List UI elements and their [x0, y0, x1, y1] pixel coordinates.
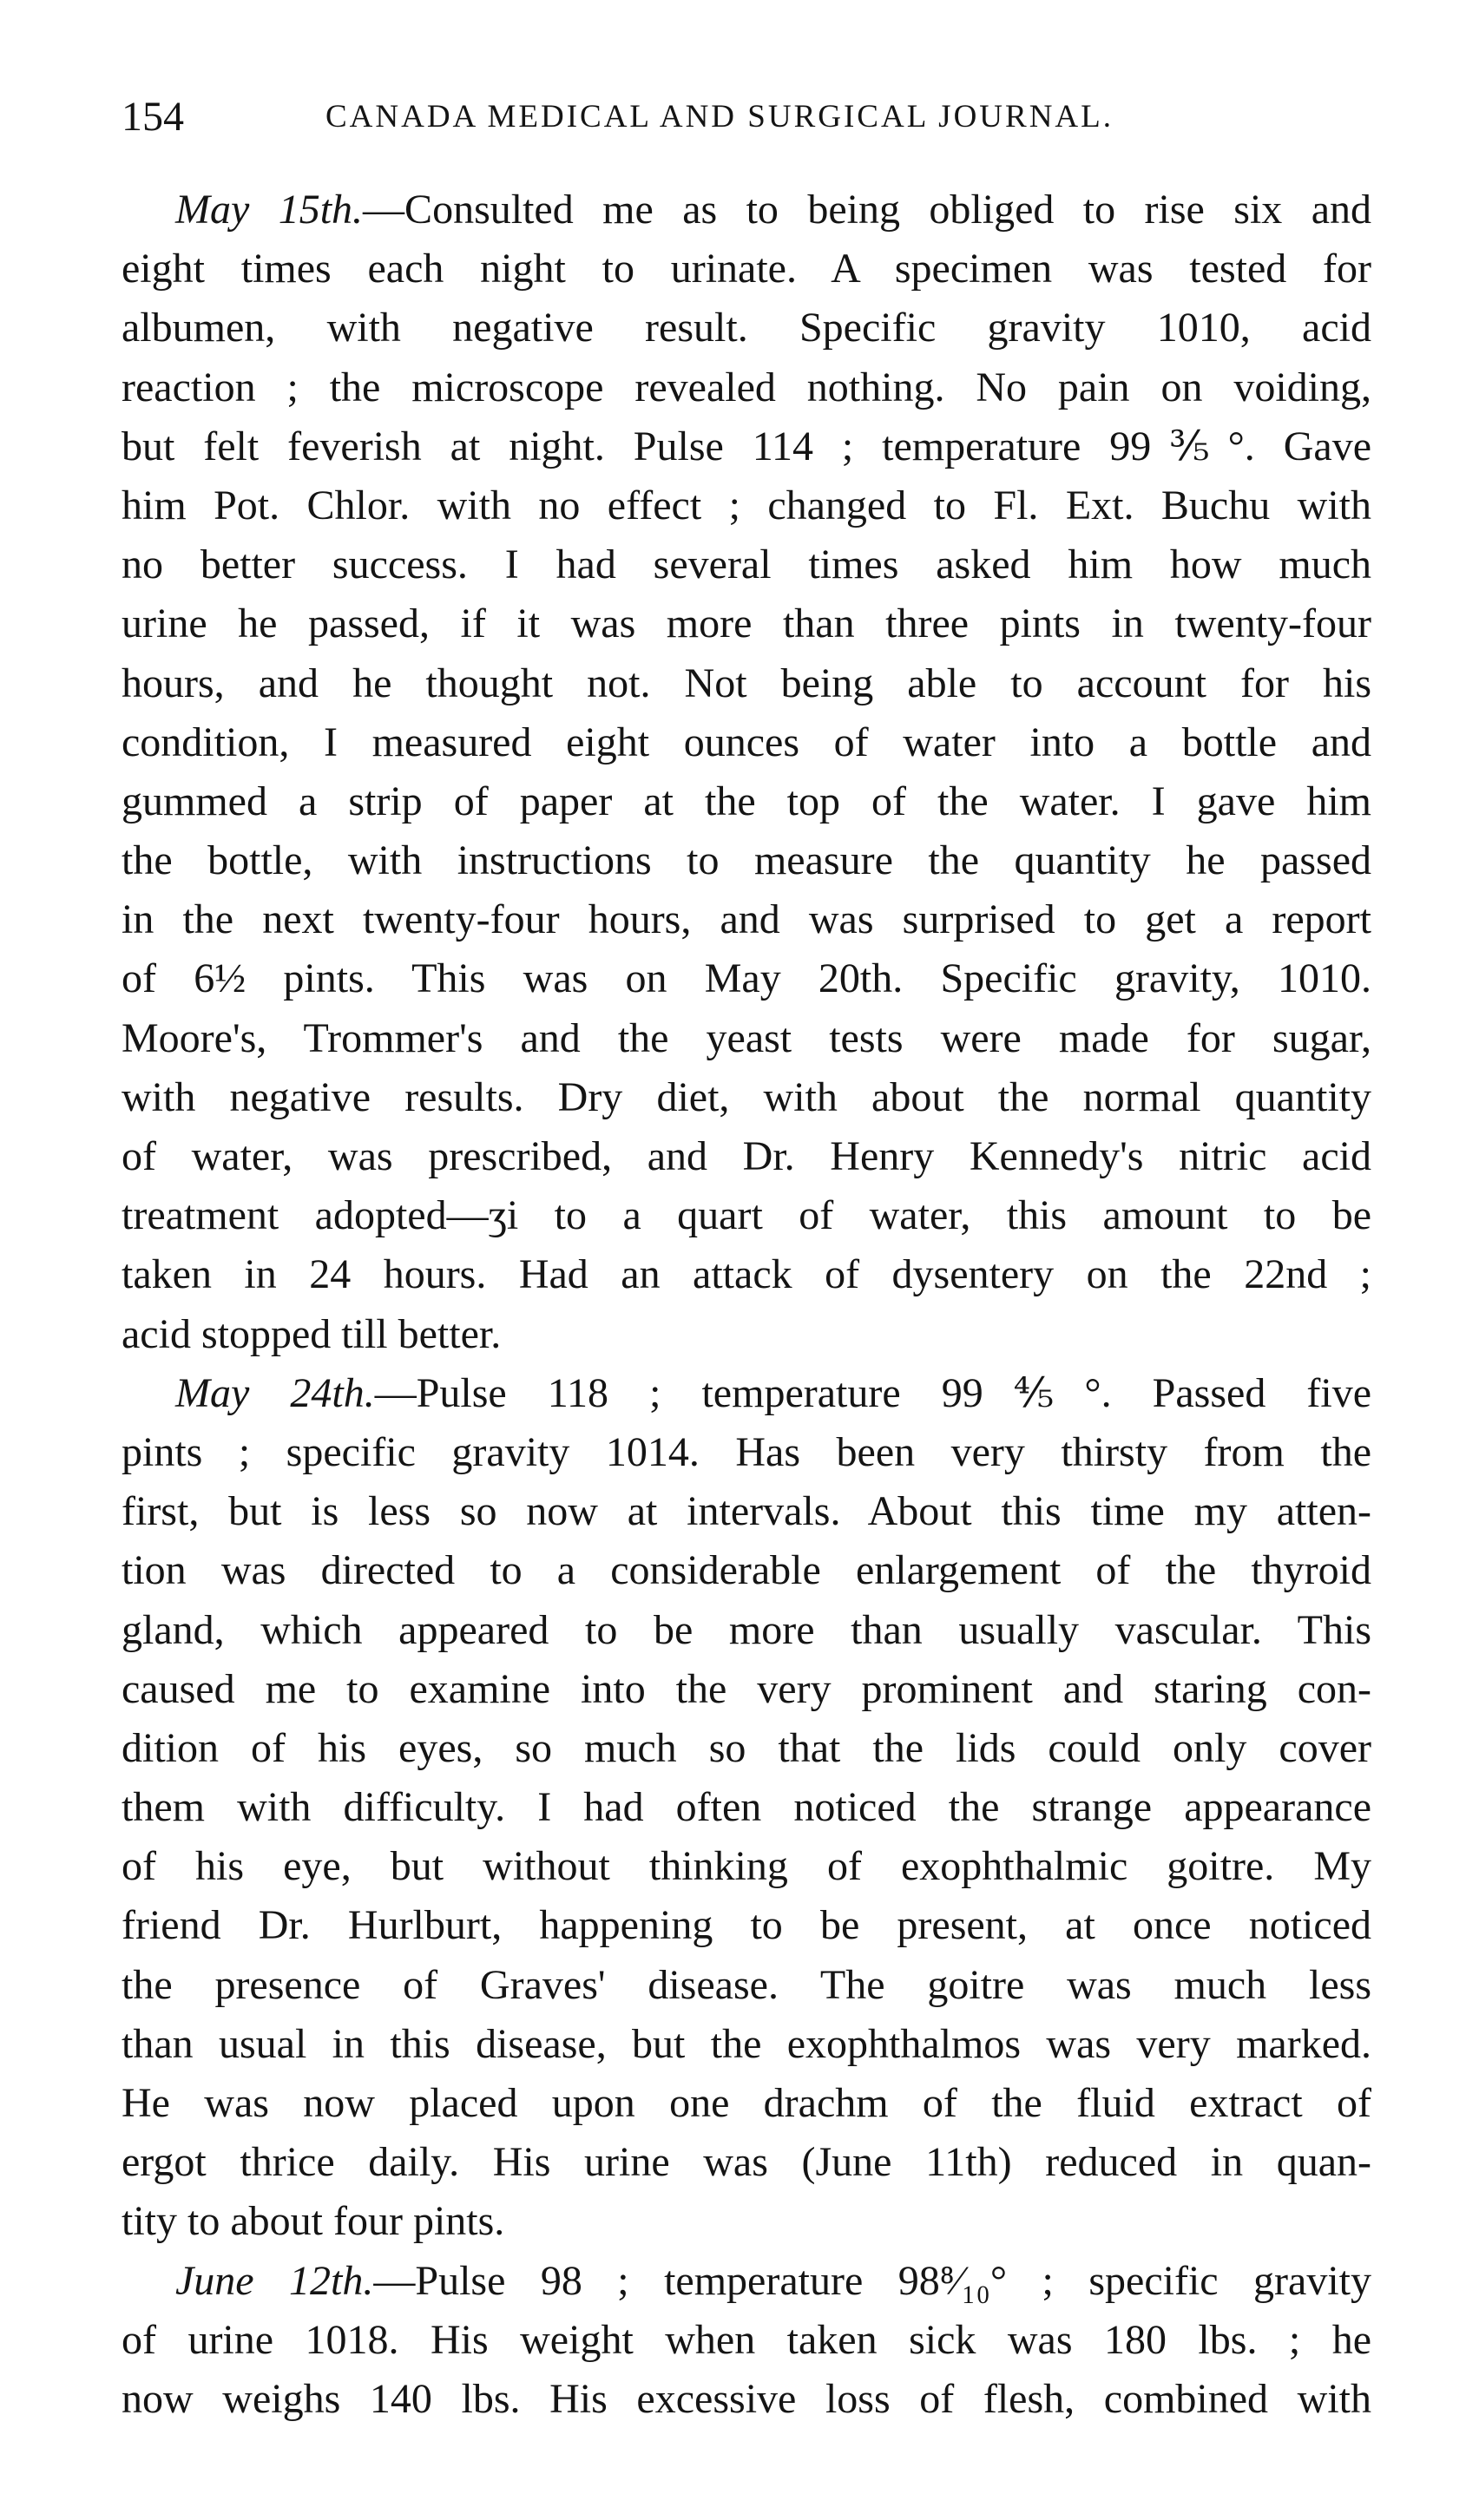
- text-line: urine he passed, if it was more than three pints in twenty-four: [122, 600, 1371, 647]
- text-line: hours, and he thought not. Not being able to account for his: [122, 660, 1371, 706]
- text-line: first, but is less so now at intervals. About this time my atten-: [122, 1488, 1371, 1535]
- text-line: of water, was prescribed, and Dr. Henry Kennedy's nitric acid: [122, 1133, 1371, 1179]
- entry-date: June 12th.: [175, 2257, 374, 2304]
- text-line: taken in 24 hours. Had an attack of dysentery on the 22nd ;: [122, 1251, 1371, 1298]
- text-line: him Pot. Chlor. with no effect ; changed to Fl. Ext. Buchu with: [122, 482, 1371, 528]
- text-line: He was now placed upon one drachm of the fluid extract of: [122, 2080, 1371, 2126]
- text-line: reaction ; the microscope revealed nothing. No pain on voiding,: [122, 364, 1371, 410]
- text-line: the presence of Graves' disease. The goitre was much less: [122, 1961, 1371, 2008]
- text-line: gland, which appeared to be more than usually vascular. This: [122, 1606, 1371, 1653]
- text-line: of his eye, but without thinking of exophthalmic goitre. My: [122, 1843, 1371, 1890]
- text-line: May 24th.—Pulse 118 ; temperature 99⅘°. Passed five: [175, 1369, 1372, 1416]
- text-line: ergot thrice daily. His urine was (June 11th) reduced in quan-: [122, 2139, 1371, 2186]
- text-line: pints ; specific gravity 1014. Has been very thirsty from the: [122, 1428, 1371, 1475]
- text-line: in the next twenty-four hours, and was surprised to get a report: [122, 896, 1371, 943]
- entry-date: May 15th.: [175, 187, 364, 233]
- text-line: gummed a strip of paper at the top of the water. I gave him: [122, 778, 1371, 824]
- text-line: tion was directed to a considerable enlargement of the thyroid: [122, 1547, 1371, 1594]
- text-line: now weighs 140 lbs. His excessive loss of flesh, combined with: [122, 2375, 1371, 2422]
- text-line: of 6½ pints. This was on May 20th. Specific gravity, 1010.: [122, 955, 1371, 1002]
- running-head: [122, 87, 1371, 148]
- text-line: tity to about four pints.: [122, 2198, 505, 2245]
- text-line: May 15th.—Consulted me as to being obliged to rise six and: [175, 187, 1371, 233]
- text-line: than usual in this disease, but the exophthalmos was very marked.: [122, 2020, 1371, 2067]
- journal-title: CANADA MEDICAL AND SURGICAL JOURNAL.: [325, 99, 1114, 135]
- text-line: June 12th.—Pulse 98 ; temperature 98⁸⁄₁₀° ; specific gravity: [175, 2257, 1371, 2304]
- entry-date: May 24th.: [175, 1369, 375, 1416]
- text-line: eight times each night to urinate. A specimen was tested for: [122, 246, 1371, 292]
- text-line: Moore's, Trommer's and the yeast tests were made for sugar,: [122, 1014, 1371, 1061]
- text-line: but felt feverish at night. Pulse 114 ; temperature 99⅗°. Gave: [122, 423, 1371, 469]
- body-text: [122, 180, 1371, 2429]
- text-line: them with difficulty. I had often noticed the strange appearance: [122, 1784, 1371, 1831]
- text-line: dition of his eyes, so much so that the lids could only cover: [122, 1724, 1371, 1771]
- text-line: albumen, with negative result. Specific gravity 1010, acid: [122, 305, 1371, 351]
- text-line: acid stopped till better.: [122, 1310, 502, 1357]
- text-line: treatment adopted—ʒi to a quart of water, this amount to be: [122, 1192, 1371, 1239]
- text-line: condition, I measured eight ounces of water into a bottle and: [122, 719, 1371, 765]
- page-number: 154: [122, 94, 184, 140]
- text-line: friend Dr. Hurlburt, happening to be present, at once noticed: [122, 1902, 1371, 1949]
- text-line: of urine 1018. His weight when taken sick was 180 lbs. ; he: [122, 2316, 1371, 2363]
- text-line: caused me to examine into the very prominent and staring con-: [122, 1665, 1371, 1712]
- text-line: no better success. I had several times asked him how much: [122, 541, 1371, 588]
- text-line: with negative results. Dry diet, with about the normal quantity: [122, 1073, 1371, 1120]
- text-line: the bottle, with instructions to measure the quantity he passed: [122, 837, 1371, 884]
